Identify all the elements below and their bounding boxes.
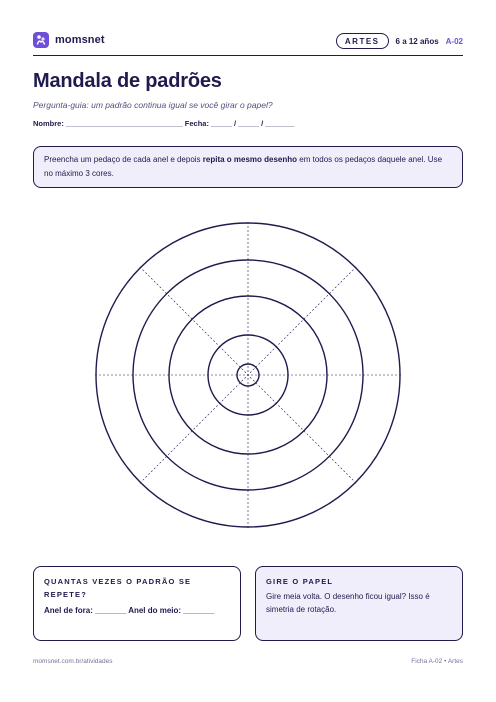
brand-name: momsnet <box>55 34 105 46</box>
instructions-box <box>33 146 463 188</box>
instructions-emphasis: repita o mesmo desenho <box>202 155 298 164</box>
brand-logo[interactable] <box>33 32 105 48</box>
name-date-fields[interactable]: Nombre: ____________________________ Fecha: _____ / _____ / _______ <box>33 119 295 128</box>
rotate-paper-heading: GIRE O PAPEL <box>266 577 334 586</box>
header-divider <box>33 55 463 56</box>
repeat-count-heading: QUANTAS VEZES O PADRÃO SE REPETE? <box>44 577 192 600</box>
footer-url[interactable]: momsnet.com.br/atividades <box>33 658 113 665</box>
footer-sheet-label: Ficha A-02 • Artes <box>411 658 463 665</box>
age-range: 6 a 12 años <box>395 36 439 46</box>
instructions-text-1: Preencha um pedaço de cada anel e depois <box>44 155 203 164</box>
mandala-drawing-area[interactable] <box>95 222 401 528</box>
category-badge: ARTES <box>336 33 389 49</box>
instructions-text-2: em todos os pedaços daquele anel. Use no máximo 3 cores. <box>44 155 443 178</box>
sheet-code: A-02 <box>445 36 463 46</box>
rotate-paper-card <box>255 566 463 641</box>
rotate-paper-text: Gire meia volta. O desenho ficou igual? Isso é simetria de rotação. <box>266 592 430 614</box>
header-meta <box>336 33 463 49</box>
repeat-count-card <box>33 566 241 641</box>
repeat-count-fields[interactable]: Anel de fora: _______ Anel do meio: _______ <box>44 606 215 616</box>
page-footer <box>33 658 463 670</box>
guiding-question: Pergunta-guia: um padrão continua igual se você girar o papel? <box>33 100 273 110</box>
page-header <box>33 32 463 52</box>
page-title: Mandala de padrões <box>33 70 222 92</box>
brand-logo-icon <box>33 32 49 48</box>
